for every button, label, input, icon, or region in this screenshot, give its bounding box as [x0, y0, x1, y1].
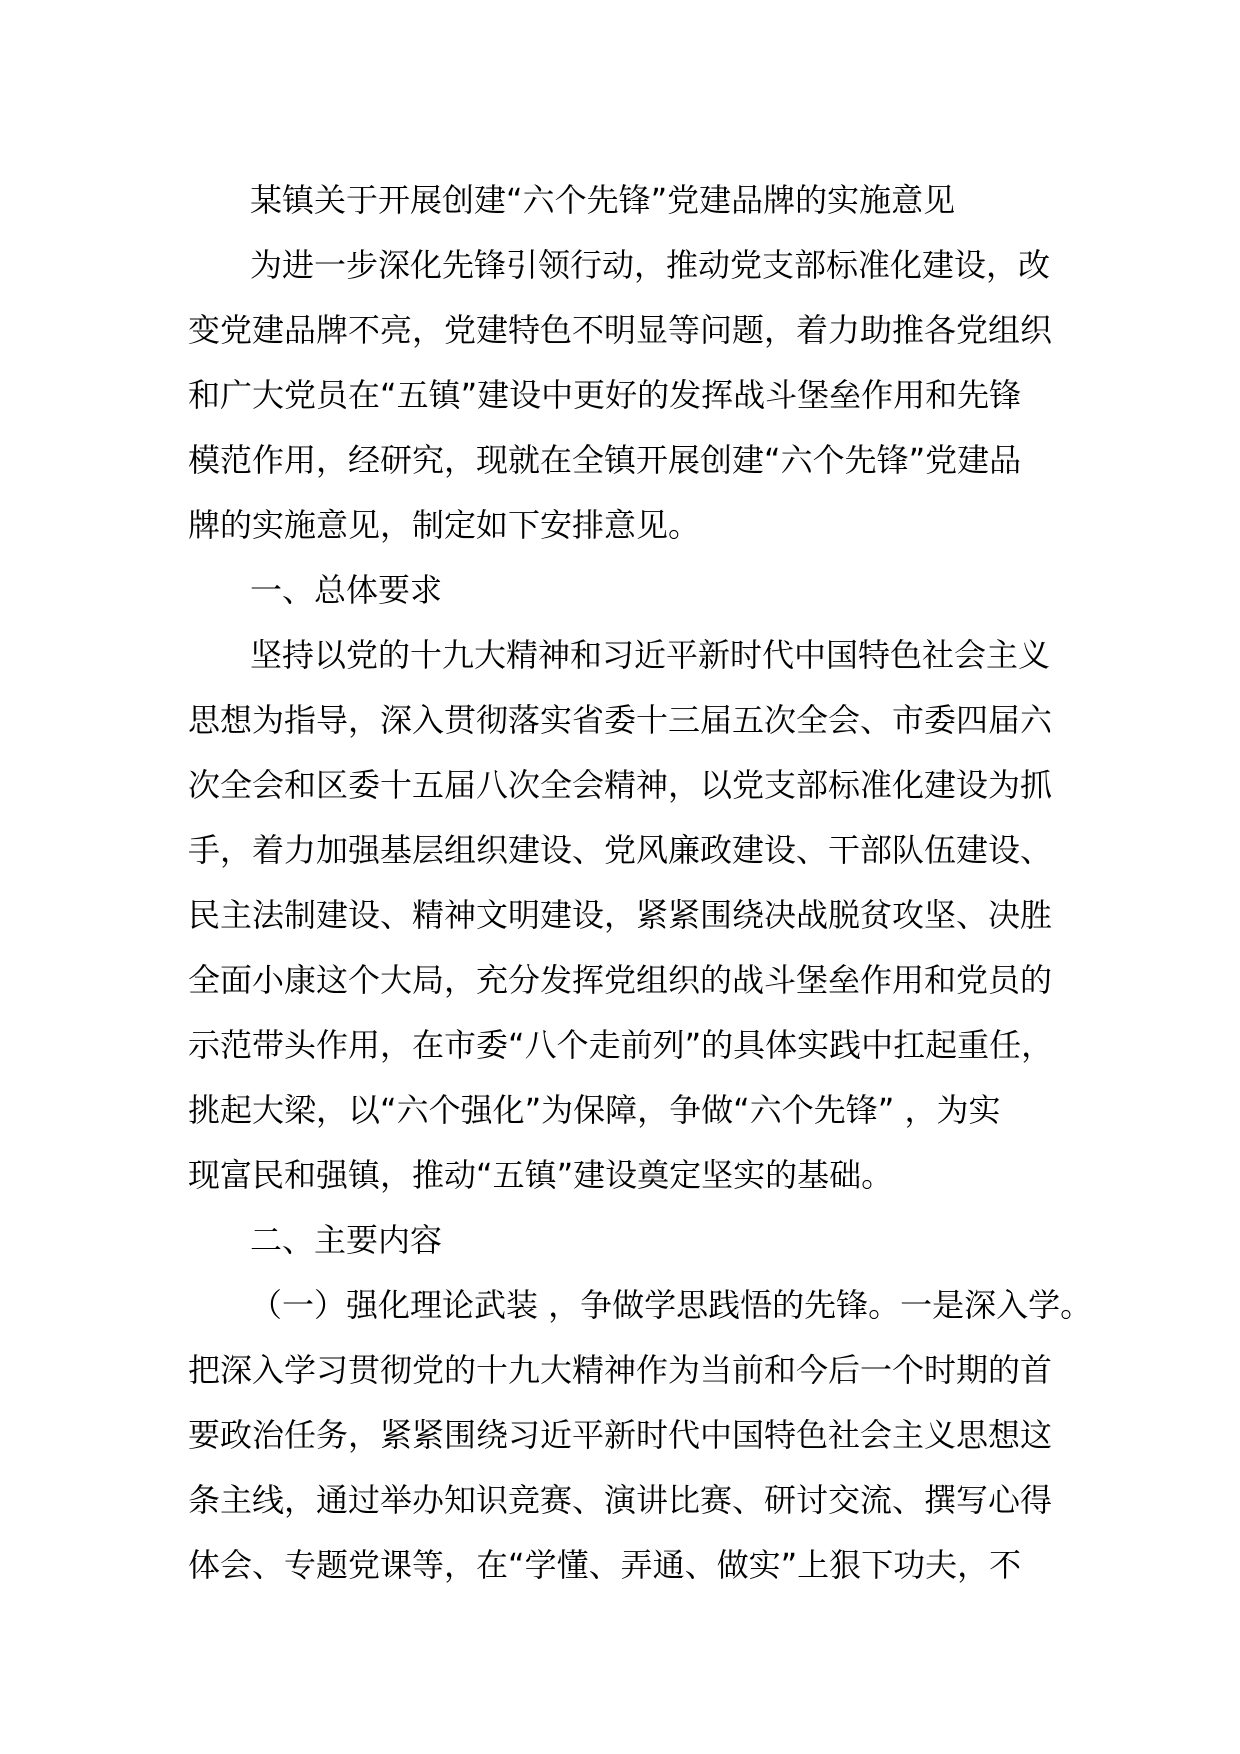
paragraph-line: 现富民和强镇，推动“五镇”建设奠定坚实的基础。	[188, 1156, 894, 1194]
paragraph-line: 条主线，通过举办知识竞赛、演讲比赛、研讨交流、撰写心得	[188, 1481, 1053, 1519]
document-body	[188, 168, 1093, 1598]
paragraph-line: 全面小康这个大局，充分发挥党组织的战斗堡垒作用和党员的	[188, 961, 1053, 999]
paragraph-line: 把深入学习贯彻党的十九大精神作为当前和今后一个时期的首	[188, 1351, 1053, 1389]
section-heading: 二、主要内容	[250, 1221, 443, 1259]
section-heading: 一、总体要求	[250, 571, 443, 609]
paragraph-line: 次全会和区委十五届八次全会精神，以党支部标准化建设为抓	[188, 766, 1053, 804]
document-title: 某镇关于开展创建“六个先锋”党建品牌的实施意见	[250, 181, 956, 219]
paragraph-line: 挑起大梁，以“六个强化”为保障，争做“六个先锋” ，为实	[188, 1091, 1001, 1129]
paragraph-line: 示范带头作用，在市委“八个走前列”的具体实践中扛起重任，	[188, 1026, 1054, 1064]
paragraph-line: 要政治任务，紧紧围绕习近平新时代中国特色社会主义思想这	[188, 1416, 1053, 1454]
paragraph-line: 坚持以党的十九大精神和习近平新时代中国特色社会主义	[250, 636, 1051, 674]
paragraph-line: 和广大党员在“五镇”建设中更好的发挥战斗堡垒作用和先锋	[188, 376, 1022, 414]
paragraph-line: 牌的实施意见，制定如下安排意见。	[188, 506, 701, 544]
paragraph-line: 为进一步深化先锋引领行动，推动党支部标准化建设，改	[250, 246, 1051, 284]
paragraph-line: 手，着力加强基层组织建设、党风廉政建设、干部队伍建设、	[188, 831, 1053, 869]
paragraph-line: 体会、专题党课等，在“学懂、弄通、做实”上狠下功夫，不	[188, 1546, 1022, 1584]
paragraph-line: （一）强化理论武装 ，争做学思践悟的先锋。一是深入学。	[250, 1286, 1093, 1324]
paragraph-line: 思想为指导，深入贯彻落实省委十三届五次全会、市委四届六	[188, 701, 1053, 739]
paragraph-line: 变党建品牌不亮，党建特色不明显等问题，着力助推各党组织	[188, 311, 1053, 349]
paragraph-line: 民主法制建设、精神文明建设，紧紧围绕决战脱贫攻坚、决胜	[188, 896, 1053, 934]
paragraph-line: 模范作用，经研究，现就在全镇开展创建“六个先锋”党建品	[188, 441, 1022, 479]
